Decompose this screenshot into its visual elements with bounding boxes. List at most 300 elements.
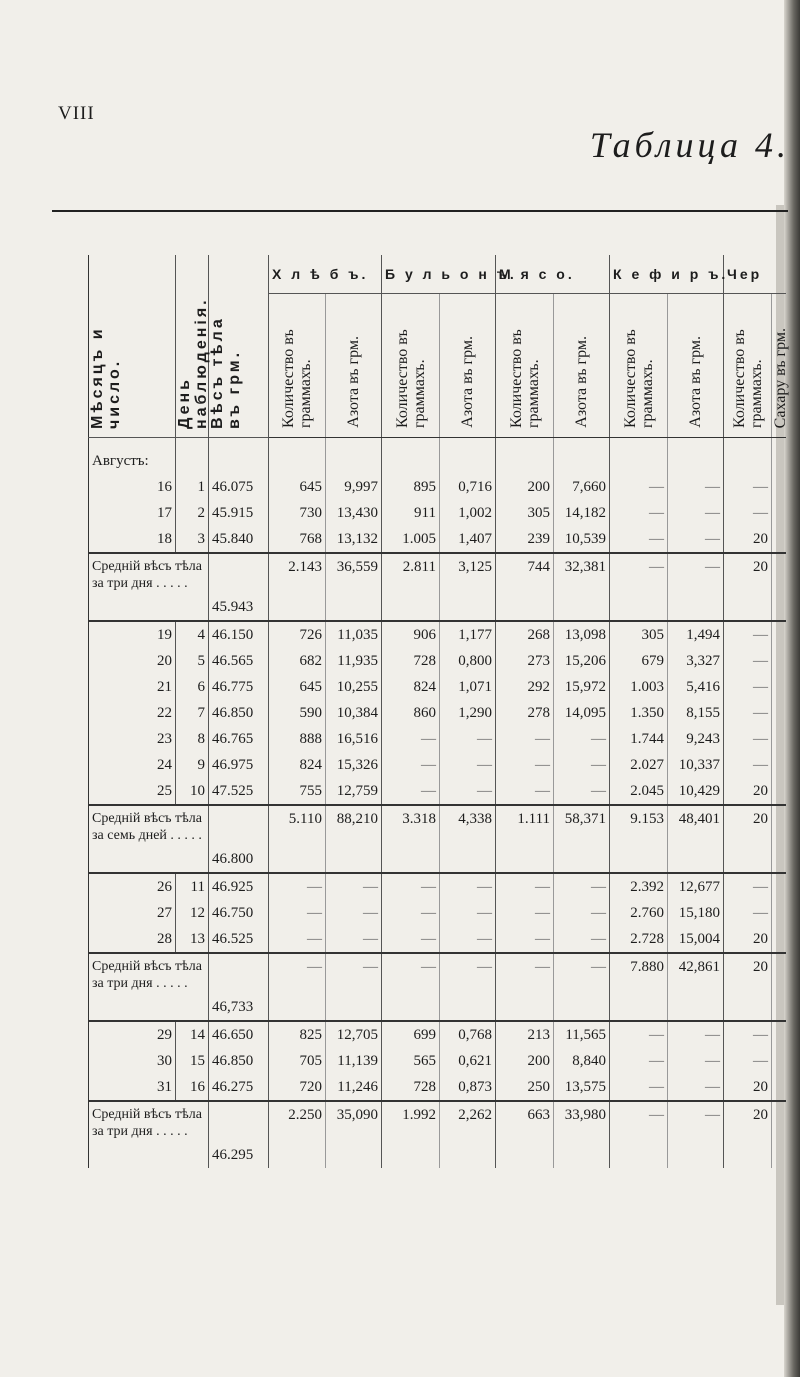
cell-empty	[772, 474, 786, 500]
value-cell: 824	[269, 752, 326, 778]
average-value-cell: 3.318	[382, 805, 440, 873]
average-value-cell: 20	[724, 1101, 772, 1168]
cell-empty	[772, 621, 786, 648]
value-cell: 15,206	[554, 648, 610, 674]
average-row	[89, 805, 786, 873]
value-cell: —	[724, 700, 772, 726]
obs-day-cell: 7	[176, 700, 209, 726]
average-weight-cell: 46.295	[209, 1101, 269, 1168]
sub-n-kefir: Азота въ грм.	[668, 294, 724, 438]
average-value-cell: 1.992	[382, 1101, 440, 1168]
obs-day-cell: 1	[176, 474, 209, 500]
value-cell: 10,337	[668, 752, 724, 778]
average-value-cell: —	[326, 953, 382, 1021]
average-value-cell: 20	[724, 805, 772, 873]
average-value-cell: 36,559	[326, 553, 382, 621]
value-cell: 720	[269, 1074, 326, 1101]
data-row	[89, 778, 786, 805]
value-cell: 10,539	[554, 526, 610, 553]
cell-empty	[772, 805, 786, 873]
value-cell: —	[496, 900, 554, 926]
value-cell: 1,290	[440, 700, 496, 726]
value-cell: —	[610, 1021, 668, 1048]
cell-empty	[326, 438, 382, 475]
cell-empty	[668, 438, 724, 475]
average-value-cell: 35,090	[326, 1101, 382, 1168]
data-row	[89, 900, 786, 926]
value-cell: —	[724, 474, 772, 500]
value-cell: 1.350	[610, 700, 668, 726]
date-cell: 21	[89, 674, 176, 700]
data-row	[89, 674, 786, 700]
average-value-cell: —	[496, 953, 554, 1021]
data-row	[89, 474, 786, 500]
body-weight-cell: 47.525	[209, 778, 269, 805]
average-value-cell: 48,401	[668, 805, 724, 873]
cell-empty	[772, 553, 786, 621]
value-cell: 15,972	[554, 674, 610, 700]
value-cell: —	[610, 1048, 668, 1074]
data-row	[89, 648, 786, 674]
value-cell: —	[610, 526, 668, 553]
average-label: Средній вѣсъ тѣла за три дня . . . . .	[89, 953, 209, 1021]
group-kefir: К е ф и р ъ.	[610, 255, 724, 294]
date-cell: 27	[89, 900, 176, 926]
value-cell: —	[724, 900, 772, 926]
value-cell: —	[724, 674, 772, 700]
body-weight-cell: 45.915	[209, 500, 269, 526]
value-cell: 1.744	[610, 726, 668, 752]
average-value-cell: 20	[724, 553, 772, 621]
group-meat: М я с о.	[496, 255, 610, 294]
average-value-cell: 1.111	[496, 805, 554, 873]
body-weight-cell: 46.850	[209, 700, 269, 726]
value-cell: 213	[496, 1021, 554, 1048]
value-cell: 11,935	[326, 648, 382, 674]
value-cell: 3,327	[668, 648, 724, 674]
data-row	[89, 1048, 786, 1074]
value-cell: —	[610, 474, 668, 500]
date-cell: 25	[89, 778, 176, 805]
date-cell: 29	[89, 1021, 176, 1048]
value-cell: 9,243	[668, 726, 724, 752]
average-value-cell: 3,125	[440, 553, 496, 621]
value-cell: 755	[269, 778, 326, 805]
value-cell: 1,177	[440, 621, 496, 648]
sub-n-meat: Азота въ грм.	[554, 294, 610, 438]
average-value-cell: 744	[496, 553, 554, 621]
value-cell: 200	[496, 1048, 554, 1074]
value-cell: 728	[382, 648, 440, 674]
value-cell: 8,840	[554, 1048, 610, 1074]
value-cell: 1,494	[668, 621, 724, 648]
value-cell: —	[382, 873, 440, 900]
page-number: VIII	[58, 103, 95, 124]
sub-qty-broth: Количество въ граммахъ.	[382, 294, 440, 438]
date-cell: 19	[89, 621, 176, 648]
value-cell: 14,095	[554, 700, 610, 726]
value-cell: 15,004	[668, 926, 724, 953]
value-cell: 305	[496, 500, 554, 526]
value-cell: —	[440, 900, 496, 926]
obs-day-cell: 4	[176, 621, 209, 648]
body-weight-cell: 46.525	[209, 926, 269, 953]
page-edge-shadow	[784, 0, 800, 1377]
body-weight-cell: 45.840	[209, 526, 269, 553]
value-cell: 13,430	[326, 500, 382, 526]
obs-day-cell: 9	[176, 752, 209, 778]
body-weight-cell: 46.650	[209, 1021, 269, 1048]
value-cell: 20	[724, 926, 772, 953]
body-weight-cell: 46.925	[209, 873, 269, 900]
date-cell: 20	[89, 648, 176, 674]
average-value-cell: 7.880	[610, 953, 668, 1021]
value-cell: 1.003	[610, 674, 668, 700]
value-cell: —	[440, 873, 496, 900]
value-cell: 20	[724, 1074, 772, 1101]
average-value-cell: 2,262	[440, 1101, 496, 1168]
value-cell: 2.045	[610, 778, 668, 805]
value-cell: 1.005	[382, 526, 440, 553]
obs-day-cell: 5	[176, 648, 209, 674]
obs-day-cell: 3	[176, 526, 209, 553]
cell-empty	[724, 438, 772, 475]
date-cell: 22	[89, 700, 176, 726]
sub-n-broth: Азота въ грм.	[440, 294, 496, 438]
value-cell: 679	[610, 648, 668, 674]
cell-empty	[554, 438, 610, 475]
value-cell: 0,800	[440, 648, 496, 674]
month-label: Августъ:	[89, 438, 176, 475]
value-cell: 699	[382, 1021, 440, 1048]
cell-empty	[772, 1021, 786, 1048]
value-cell: 250	[496, 1074, 554, 1101]
obs-day-cell: 11	[176, 873, 209, 900]
value-cell: 20	[724, 778, 772, 805]
obs-day-cell: 14	[176, 1021, 209, 1048]
value-cell: —	[724, 621, 772, 648]
date-cell: 24	[89, 752, 176, 778]
cell-empty	[772, 1101, 786, 1168]
value-cell: —	[610, 500, 668, 526]
value-cell: 911	[382, 500, 440, 526]
average-value-cell: 5.110	[269, 805, 326, 873]
value-cell: 15,326	[326, 752, 382, 778]
value-cell: 0,768	[440, 1021, 496, 1048]
value-cell: 13,575	[554, 1074, 610, 1101]
value-cell: 728	[382, 1074, 440, 1101]
value-cell: 860	[382, 700, 440, 726]
body-weight-cell: 46.075	[209, 474, 269, 500]
average-weight-cell: 46.800	[209, 805, 269, 873]
average-label: Средній вѣсъ тѣла за три дня . . . . .	[89, 553, 209, 621]
value-cell: 682	[269, 648, 326, 674]
value-cell: —	[554, 873, 610, 900]
average-value-cell: 42,861	[668, 953, 724, 1021]
value-cell: 768	[269, 526, 326, 553]
value-cell: 268	[496, 621, 554, 648]
average-value-cell: —	[554, 953, 610, 1021]
value-cell: 12,705	[326, 1021, 382, 1048]
average-value-cell: 4,338	[440, 805, 496, 873]
value-cell: 9,997	[326, 474, 382, 500]
cell-empty	[772, 1048, 786, 1074]
value-cell: 305	[610, 621, 668, 648]
value-cell: —	[668, 500, 724, 526]
value-cell: —	[668, 1074, 724, 1101]
value-cell: —	[440, 778, 496, 805]
body-weight-cell: 46.765	[209, 726, 269, 752]
value-cell: 11,565	[554, 1021, 610, 1048]
cell-empty	[772, 700, 786, 726]
sub-qty-bread: Количество въ граммахъ.	[269, 294, 326, 438]
value-cell: 2.760	[610, 900, 668, 926]
value-cell: —	[382, 778, 440, 805]
cell-empty	[496, 438, 554, 475]
value-cell: —	[496, 873, 554, 900]
average-value-cell: 2.143	[269, 553, 326, 621]
sub-qty-cher: Количество въ граммахъ.	[724, 294, 772, 438]
value-cell: 1,407	[440, 526, 496, 553]
value-cell: 10,384	[326, 700, 382, 726]
value-cell: —	[724, 873, 772, 900]
average-value-cell: 88,210	[326, 805, 382, 873]
value-cell: —	[668, 1021, 724, 1048]
value-cell: —	[724, 500, 772, 526]
value-cell: —	[382, 752, 440, 778]
cell-empty	[772, 526, 786, 553]
value-cell: —	[554, 778, 610, 805]
sub-qty-meat: Количество въ граммахъ.	[496, 294, 554, 438]
date-cell: 17	[89, 500, 176, 526]
value-cell: —	[668, 1048, 724, 1074]
date-cell: 23	[89, 726, 176, 752]
value-cell: —	[496, 778, 554, 805]
sub-n-bread: Азота въ грм.	[326, 294, 382, 438]
value-cell: —	[668, 526, 724, 553]
value-cell: 12,677	[668, 873, 724, 900]
value-cell: —	[724, 1021, 772, 1048]
col-obs-day: День наблюденія.	[176, 255, 209, 438]
value-cell: —	[382, 926, 440, 953]
data-row	[89, 1074, 786, 1101]
value-cell: —	[554, 726, 610, 752]
cell-empty	[209, 438, 269, 475]
value-cell: 11,246	[326, 1074, 382, 1101]
average-weight-cell: 45.943	[209, 553, 269, 621]
data-row	[89, 621, 786, 648]
cell-empty	[610, 438, 668, 475]
data-row	[89, 500, 786, 526]
cell-empty	[440, 438, 496, 475]
value-cell: 726	[269, 621, 326, 648]
month-row	[89, 438, 786, 475]
average-row	[89, 953, 786, 1021]
body-weight-cell: 46.275	[209, 1074, 269, 1101]
sub-n-cher: Сахару въ грм.	[772, 294, 786, 438]
value-cell: —	[554, 900, 610, 926]
date-cell: 31	[89, 1074, 176, 1101]
value-cell: 824	[382, 674, 440, 700]
body-weight-cell: 46.850	[209, 1048, 269, 1074]
obs-day-cell: 2	[176, 500, 209, 526]
date-cell: 28	[89, 926, 176, 953]
value-cell: 8,155	[668, 700, 724, 726]
value-cell: —	[668, 474, 724, 500]
value-cell: —	[440, 726, 496, 752]
value-cell: 7,660	[554, 474, 610, 500]
top-rule	[52, 210, 788, 212]
data-row	[89, 873, 786, 900]
cell-empty	[772, 926, 786, 953]
body-weight-cell: 46.750	[209, 900, 269, 926]
obs-day-cell: 10	[176, 778, 209, 805]
cell-empty	[772, 1074, 786, 1101]
date-cell: 18	[89, 526, 176, 553]
value-cell: —	[496, 926, 554, 953]
data-row	[89, 526, 786, 553]
value-cell: 5,416	[668, 674, 724, 700]
value-cell: 12,759	[326, 778, 382, 805]
table-title: Таблица 4.	[589, 125, 790, 165]
value-cell: 239	[496, 526, 554, 553]
value-cell: 0,873	[440, 1074, 496, 1101]
value-cell: 645	[269, 674, 326, 700]
value-cell: —	[724, 648, 772, 674]
value-cell: 11,035	[326, 621, 382, 648]
average-value-cell: —	[668, 1101, 724, 1168]
value-cell: —	[382, 726, 440, 752]
data-row	[89, 752, 786, 778]
value-cell: 292	[496, 674, 554, 700]
average-value-cell: 2.250	[269, 1101, 326, 1168]
data-row	[89, 700, 786, 726]
cell-empty	[269, 438, 326, 475]
value-cell: 15,180	[668, 900, 724, 926]
average-value-cell: —	[440, 953, 496, 1021]
value-cell: 273	[496, 648, 554, 674]
average-value-cell: —	[668, 553, 724, 621]
value-cell: 14,182	[554, 500, 610, 526]
average-value-cell: 20	[724, 953, 772, 1021]
obs-day-cell: 8	[176, 726, 209, 752]
average-weight-cell: 46,733	[209, 953, 269, 1021]
value-cell: 2.392	[610, 873, 668, 900]
value-cell: 16,516	[326, 726, 382, 752]
data-row	[89, 1021, 786, 1048]
value-cell: 278	[496, 700, 554, 726]
value-cell: —	[496, 726, 554, 752]
group-bread: Х л ѣ б ъ.	[269, 255, 382, 294]
value-cell: —	[440, 752, 496, 778]
value-cell: 1,071	[440, 674, 496, 700]
average-value-cell: —	[382, 953, 440, 1021]
value-cell: 13,132	[326, 526, 382, 553]
value-cell: —	[724, 752, 772, 778]
data-row	[89, 726, 786, 752]
average-row	[89, 553, 786, 621]
nitrogen-table	[88, 255, 790, 1168]
group-cher: Чер	[724, 255, 786, 294]
value-cell: 0,621	[440, 1048, 496, 1074]
average-value-cell: 32,381	[554, 553, 610, 621]
value-cell: —	[554, 752, 610, 778]
value-cell: 895	[382, 474, 440, 500]
value-cell: —	[269, 900, 326, 926]
value-cell: 705	[269, 1048, 326, 1074]
cell-empty	[772, 953, 786, 1021]
value-cell: 10,255	[326, 674, 382, 700]
average-value-cell: 2.811	[382, 553, 440, 621]
obs-day-cell: 16	[176, 1074, 209, 1101]
value-cell: —	[496, 752, 554, 778]
col-body-weight: Вѣсъ тѣла въ грм.	[209, 255, 269, 438]
value-cell: 645	[269, 474, 326, 500]
value-cell: 888	[269, 726, 326, 752]
body-weight-cell: 46.150	[209, 621, 269, 648]
cell-empty	[772, 674, 786, 700]
value-cell: 200	[496, 474, 554, 500]
average-value-cell: —	[610, 553, 668, 621]
cell-empty	[382, 438, 440, 475]
body-weight-cell: 46.775	[209, 674, 269, 700]
obs-day-cell: 13	[176, 926, 209, 953]
col-month-day: Мѣсяцъ и число.	[89, 255, 176, 438]
value-cell: —	[326, 873, 382, 900]
cell-empty	[772, 778, 786, 805]
value-cell: 565	[382, 1048, 440, 1074]
value-cell: 2.027	[610, 752, 668, 778]
body-weight-cell: 46.975	[209, 752, 269, 778]
value-cell: —	[610, 1074, 668, 1101]
cell-empty	[772, 873, 786, 900]
obs-day-cell: 6	[176, 674, 209, 700]
sub-qty-kefir: Количество въ граммахъ.	[610, 294, 668, 438]
average-value-cell: —	[610, 1101, 668, 1168]
average-label: Средній вѣсъ тѣла за семь дней . . . . .	[89, 805, 209, 873]
average-row	[89, 1101, 786, 1168]
cell-empty	[772, 438, 786, 475]
value-cell: —	[554, 926, 610, 953]
average-value-cell: 33,980	[554, 1101, 610, 1168]
value-cell: —	[724, 726, 772, 752]
date-cell: 26	[89, 873, 176, 900]
obs-day-cell: 15	[176, 1048, 209, 1074]
date-cell: 16	[89, 474, 176, 500]
cell-empty	[772, 900, 786, 926]
cell-empty	[772, 648, 786, 674]
value-cell: 20	[724, 526, 772, 553]
value-cell: 590	[269, 700, 326, 726]
average-value-cell: 9.153	[610, 805, 668, 873]
table-body	[89, 438, 786, 1169]
value-cell: —	[382, 900, 440, 926]
value-cell: —	[269, 926, 326, 953]
cell-empty	[772, 500, 786, 526]
value-cell: —	[326, 900, 382, 926]
cell-empty	[772, 726, 786, 752]
value-cell: 906	[382, 621, 440, 648]
average-label: Средній вѣсъ тѣла за три дня . . . . .	[89, 1101, 209, 1168]
average-value-cell: —	[269, 953, 326, 1021]
obs-day-cell: 12	[176, 900, 209, 926]
value-cell: 825	[269, 1021, 326, 1048]
value-cell: 13,098	[554, 621, 610, 648]
cell-empty	[772, 752, 786, 778]
value-cell: 11,139	[326, 1048, 382, 1074]
date-cell: 30	[89, 1048, 176, 1074]
value-cell: 10,429	[668, 778, 724, 805]
